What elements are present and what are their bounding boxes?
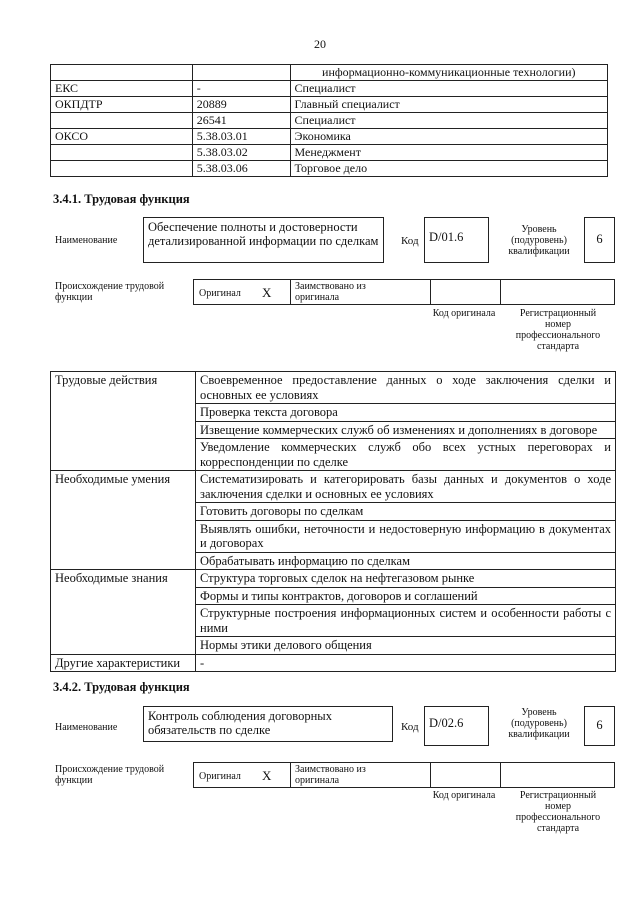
- table-cell: [51, 113, 193, 129]
- table-row: [51, 145, 608, 161]
- borrowed-label-1: Заимствовано из оригинала: [295, 281, 366, 303]
- code-value-1: D/01.6: [424, 217, 489, 263]
- group-label: Необходимые умения: [51, 471, 196, 570]
- page-number: 20: [314, 37, 326, 51]
- list-item: -: [196, 654, 616, 672]
- list-item: Извещение коммерческих служб об изменениях и дополнениях в договоре: [196, 421, 616, 439]
- table-cell: [51, 145, 193, 161]
- table-cell: ОКПДТР: [51, 97, 193, 113]
- list-item: Проверка текста договора: [196, 404, 616, 422]
- list-item: Формы и типы контрактов, договоров и соглашений: [196, 587, 616, 605]
- list-item: Выявлять ошибки, неточности и недостоверную информацию в документах и договорах: [196, 520, 616, 552]
- table-row: [51, 471, 616, 503]
- table-row: [51, 81, 608, 97]
- code-label-2: Код: [401, 721, 419, 733]
- origin-box-2: [193, 762, 615, 788]
- original-label-2: Оригинал: [199, 771, 241, 782]
- table-row: [51, 113, 608, 129]
- level-value-2: 6: [584, 706, 615, 746]
- table-cell: информационно-коммуникационные технологии): [290, 65, 607, 81]
- table-cell: -: [192, 81, 290, 97]
- table-cell: [51, 161, 193, 177]
- original-mark-1: X: [262, 285, 272, 300]
- group-label: Другие характеристики: [51, 654, 196, 672]
- group-label: Трудовые действия: [51, 372, 196, 471]
- table-row: [51, 161, 608, 177]
- list-item: Структура торговых сделок на нефтегазовом рынке: [196, 570, 616, 588]
- origin-code-label-1: Код оригинала: [432, 308, 496, 319]
- table-row: [51, 654, 616, 672]
- origin-box-1: [193, 279, 615, 305]
- list-item: Структурные построения информационных систем и особенности работы с ними: [196, 605, 616, 637]
- table-row: [51, 65, 608, 81]
- list-item: Обрабатывать информацию по сделкам: [196, 552, 616, 570]
- reg-num-label-1: Регистрационный номер профессионального стандарта: [515, 308, 601, 352]
- name-label-1: Наименование: [55, 235, 118, 246]
- level-label-2: Уровень (подуровень) квалификации: [508, 707, 570, 740]
- origin-label-2: Происхождение трудовой функции: [55, 764, 165, 786]
- code-value-2: D/02.6: [424, 706, 489, 746]
- table-cell: [192, 65, 290, 81]
- table-cell: ЕКС: [51, 81, 193, 97]
- code-label-1: Код: [401, 235, 419, 247]
- table-cell: Экономика: [290, 129, 607, 145]
- table-cell: Торговое дело: [290, 161, 607, 177]
- table-cell: 5.38.03.02: [192, 145, 290, 161]
- table-row: [51, 372, 616, 404]
- function-name-1: Обеспечение полноты и достоверности детализированной информации по сделкам: [143, 217, 384, 263]
- table-cell: 20889: [192, 97, 290, 113]
- labor-actions-table: [50, 371, 616, 672]
- original-label-1: Оригинал: [199, 288, 241, 299]
- table-cell: 5.38.03.01: [192, 129, 290, 145]
- table-row: [51, 97, 608, 113]
- classification-table: [50, 64, 608, 177]
- name-label-2: Наименование: [55, 722, 118, 733]
- table-cell: [51, 65, 193, 81]
- table-row: [51, 129, 608, 145]
- original-mark-2: X: [262, 768, 272, 783]
- list-item: Систематизировать и категорировать базы данных и документов о ходе заключения сделки и основных ее условиях: [196, 471, 616, 503]
- origin-code-label-2: Код оригинала: [432, 790, 496, 801]
- list-item: Нормы этики делового общения: [196, 637, 616, 655]
- table-cell: 26541: [192, 113, 290, 129]
- table-row: [51, 570, 616, 588]
- table-cell: Главный специалист: [290, 97, 607, 113]
- table-cell: ОКСО: [51, 129, 193, 145]
- table-cell: Специалист: [290, 81, 607, 97]
- section-heading-2: 3.4.2. Трудовая функция: [53, 680, 190, 694]
- level-value-1: 6: [584, 217, 615, 263]
- table-cell: Менеджмент: [290, 145, 607, 161]
- list-item: Своевременное предоставление данных о ходе заключения сделки и основных ее условиях: [196, 372, 616, 404]
- borrowed-label-2: Заимствовано из оригинала: [295, 764, 366, 786]
- level-label-1: Уровень (подуровень) квалификации: [508, 224, 570, 257]
- list-item: Уведомление коммерческих служб обо всех устных переговорах и корреспонденции по сделке: [196, 439, 616, 471]
- table-cell: Специалист: [290, 113, 607, 129]
- reg-num-label-2: Регистрационный номер профессионального стандарта: [515, 790, 601, 834]
- section-heading-1: 3.4.1. Трудовая функция: [53, 192, 190, 206]
- function-name-2: Контроль соблюдения договорных обязательств по сделке: [143, 706, 393, 742]
- group-label: Необходимые знания: [51, 570, 196, 655]
- origin-label-1: Происхождение трудовой функции: [55, 281, 165, 303]
- table-cell: 5.38.03.06: [192, 161, 290, 177]
- list-item: Готовить договоры по сделкам: [196, 503, 616, 521]
